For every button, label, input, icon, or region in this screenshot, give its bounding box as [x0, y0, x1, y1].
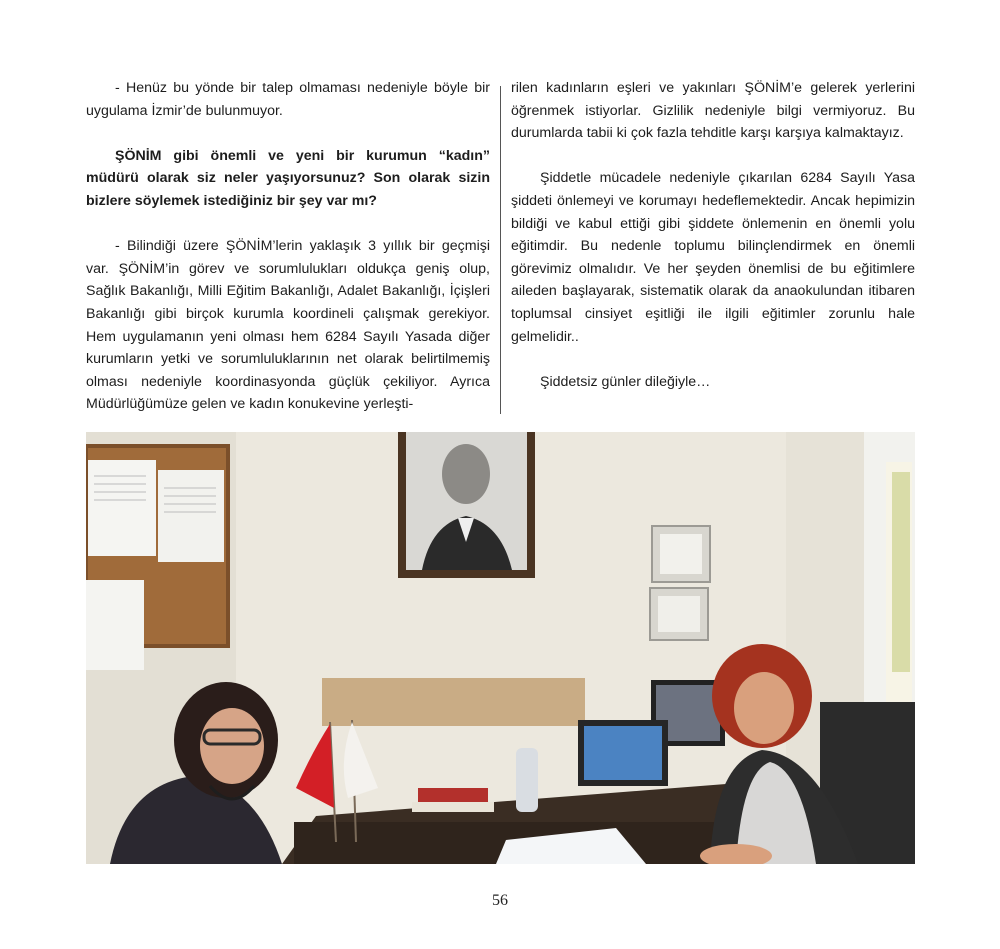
- interview-question: ŞÖNİM gibi önemli ve yeni bir kurumun “kadın” müdürü olarak siz neler yaşıyorsunuz? Son olarak sizin bizlere söylemek istediğiniz bir şey var mı?: [86, 147, 490, 209]
- right-text-column: [511, 77, 915, 393]
- answer-paragraph-3: Şiddetle mücadele nedeniyle çıkarılan 6284 Sayılı Yasa şiddeti önlemeyi ve korumayı hedeflemektedir. Ancak hepimizin bildiği ve kabul ettiği gibi şiddete önlemenin en önemli yolu eğitimdir. Bu nedenle toplumu bilinçlendirmek en önemli görevimiz olmalıdır. Ve her şeyden önemlisi de bu eğitimlere aileden başlayarak, sistematik olarak da anaokulundan itibaren toplumsal cinsiyet eşitliği ile ilgili eğitimler zorunlu hale gelmelidir..: [511, 170, 915, 345]
- closing-line: Şiddetsiz günler dileğiyle…: [540, 373, 711, 390]
- answer-paragraph-2: - Bilindiği üzere ŞÖNİM’lerin yaklaşık 3 yıllık bir geçmişi var. ŞÖNİM’in görev ve sorumlulukları oldukça geniş olup, Sağlık Bakanlığı, Milli Eğitim Bakanlığı, Adalet Bakanlığı, İçişleri Bakanlığı gibi birçok kurumla koordineli çalışmak gerekiyor. Hem uygulamanın yeni olması hem 6284 Sayılı Yasada diğer kurumların yetki ve sorumluluklarının net olarak belirtilmemiş olması nedeniyle koordinasyonda güçlük çekiliyor. Ayrıca Müdürlüğümüze gelen ve kadın konukevine yerleşti-: [86, 238, 490, 413]
- page-number: 56: [492, 892, 508, 909]
- column-divider: [500, 86, 501, 414]
- answer-paragraph-2-continued: rilen kadınların eşleri ve yakınları ŞÖNİM’e gelerek yerlerini öğrenmek istiyorlar. Gizlilik nedeniyle bilgi vermiyoruz. Bu durumlarda tabii ki çok fazla tehditle karşı karşıya kalmaktayız.: [511, 80, 915, 142]
- left-text-column: [86, 77, 490, 416]
- office-interview-photo: [86, 432, 915, 864]
- answer-paragraph-1: - Henüz bu yönde bir talep olmaması nedeniyle böyle bir uygulama İzmir’de bulunmuyor.: [86, 80, 490, 119]
